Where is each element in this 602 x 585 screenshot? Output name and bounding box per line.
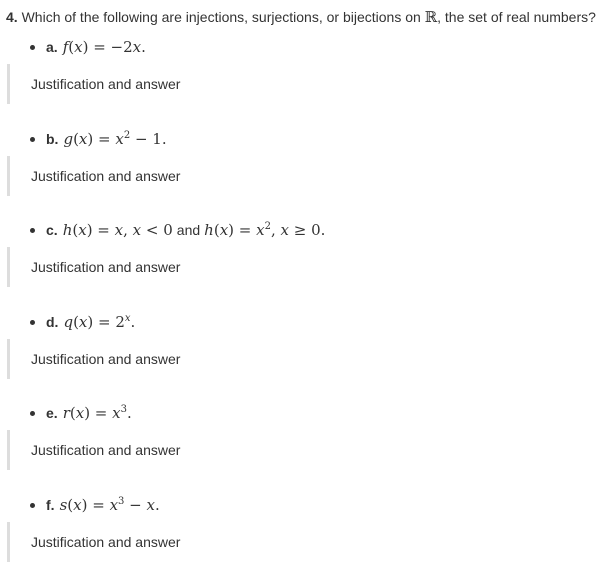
- question-prompt: [6, 8, 596, 26]
- part-b: [0, 128, 602, 219]
- bullet-icon: [30, 411, 35, 416]
- question-text-after: , the set of real numbers?: [437, 9, 596, 25]
- part-a: [0, 36, 602, 127]
- part-a-statement: [30, 36, 146, 58]
- part-f-answer-box[interactable]: [7, 522, 600, 562]
- part-e-formula: $r(x) = x^3$.: [62, 404, 132, 422]
- part-b-answer-box[interactable]: [7, 156, 600, 196]
- part-f-label: f.: [46, 497, 55, 513]
- part-f-statement: [30, 494, 160, 516]
- part-f: [0, 494, 602, 585]
- part-c-label: c.: [46, 222, 58, 238]
- part-e-statement: [30, 402, 132, 424]
- part-e-label: e.: [46, 405, 58, 421]
- part-b-answer-label: Justification and answer: [31, 168, 181, 184]
- bullet-icon: [30, 137, 35, 142]
- part-c-answer-box[interactable]: [7, 247, 600, 287]
- part-d-statement: [30, 311, 135, 333]
- part-f-answer-label: Justification and answer: [31, 534, 181, 550]
- part-f-formula: $s(x) = x^3 - x$.: [59, 496, 160, 514]
- part-c-connector: and: [176, 222, 201, 238]
- part-d-answer-box[interactable]: [7, 339, 600, 379]
- question-number: 4.: [6, 9, 18, 25]
- part-d-formula: $q(x) = 2^x$.: [63, 313, 136, 331]
- bullet-icon: [30, 228, 35, 233]
- bullet-icon: [30, 503, 35, 508]
- part-e-answer-label: Justification and answer: [31, 442, 181, 458]
- part-a-answer-box[interactable]: [7, 64, 600, 104]
- part-c-answer-label: Justification and answer: [31, 259, 181, 275]
- part-b-formula: $g(x) = x^2 - 1$.: [63, 130, 167, 148]
- part-a-formula: f(x) = −2x.: [62, 38, 146, 56]
- part-e: [0, 402, 602, 493]
- part-c: [0, 219, 602, 310]
- part-b-statement: [30, 128, 167, 150]
- bullet-icon: [30, 320, 35, 325]
- question-text-before: Which of the following are injections, surjections, or bijections on: [21, 9, 421, 25]
- part-c-formula-1: h(x) = x, x < 0: [62, 221, 173, 239]
- part-d: [0, 311, 602, 402]
- bullet-icon: [30, 45, 35, 50]
- part-b-label: b.: [46, 131, 59, 147]
- real-numbers-symbol: ℝ: [424, 8, 438, 26]
- part-a-answer-label: Justification and answer: [31, 76, 181, 92]
- part-a-label: a.: [46, 39, 58, 55]
- part-d-label: d.: [46, 314, 59, 330]
- part-e-answer-box[interactable]: [7, 430, 600, 470]
- part-c-statement: [30, 219, 325, 241]
- part-d-answer-label: Justification and answer: [31, 351, 181, 367]
- part-c-formula-2: $h(x) = x^2$, x ≥ 0.: [204, 221, 326, 239]
